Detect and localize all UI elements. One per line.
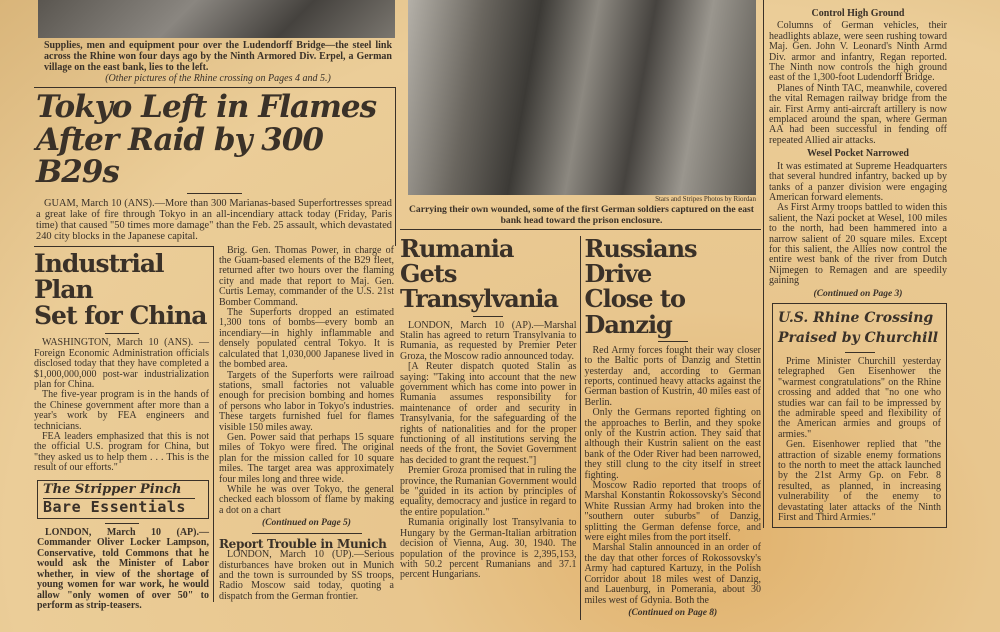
photo-credit: Stars and Stripes Photos by Riordan	[655, 195, 756, 203]
paragraph: Moscow Radio reported that troops of Marshal Konstantin Rokossovsky's Second White Russian Army had broken into the "southern outer suburbs" of Danzig, splitting the German defense force, and were eight miles from the port itself.	[584, 480, 761, 544]
paragraph: The Superforts dropped an estimated 1,300 tons of bombs—every bomb an incendiary—in highly inflammable and densely populated central Tokyo. It is calculated that 1,030,000 Japanese lived in the bombed area.	[219, 307, 394, 371]
headline-line: Praised by Churchill	[778, 329, 939, 346]
divider	[845, 352, 875, 353]
stripper-body	[34, 528, 209, 611]
headline-line: Transylvania	[400, 284, 558, 314]
stripper-box	[37, 480, 209, 519]
paragraph: GUAM, March 10 (ANS).—More than 300 Marianas-based Superfortresses spread a great lake of fire through Tokyo in an all-incendiary attack today (Friday, Paris time) that caused "50 times more damage" than the Feb. 25 assault, which devastated 240 city blocks in the Japanese capital.	[36, 197, 392, 242]
tokyo-lead	[36, 198, 392, 246]
paragraph: Planes of Ninth TAC, meanwhile, covered the vital Remagen railway bridge from the air. First Army anti-aircraft artillery is now emplaced around the span, where German AA had been successful in fending off repeated Allied air attacks.	[769, 82, 947, 146]
paragraph: It was estimated at Supreme Headquarters that several hundred infantry, backed up by tanks of a panzer division were engaging American forward elements.	[769, 160, 947, 203]
rhine-continued-link[interactable]: (Continued on Page 3)	[813, 288, 903, 299]
paragraph: Marshal Stalin announced in an order of the day that other forces of Rokossovsky's Army had captured Kartuzy, in the Polish Corridor about 18 miles west of Danzig, and Lauenburg, in Pomerania, about 30 miles west of Gdynia. Both the	[584, 542, 761, 606]
churchill-body	[778, 357, 941, 524]
caption-note: (Other pictures of the Rhine crossing on Pages 4 and 5.)	[105, 73, 331, 84]
left-columns	[34, 246, 396, 612]
headline-line: Rumania Gets	[400, 234, 514, 289]
paragraph: Premier Groza promised that in ruling the province, the Rumanian Government would be "guided in its action by principles of equality, democracy and justice in regard to the entire population."	[400, 465, 577, 518]
paragraph: Red Army forces fought their way closer to the Baltic ports of Danzig and Stettin yesterday and, according to German reports, continued heavy attacks against the German bastion of Kustrin, 40 miles east of Berlin.	[584, 344, 761, 408]
headline-line: Russians Drive	[584, 234, 697, 289]
paragraph: [A Reuter dispatch quoted Stalin as saying: "Taking into account that the new government which has come into power in Rumania assumes responsibility for maintenance of order and security in Transylvania, for the safeguarding of the rights of nationalities and for the proper functioning of all institutions serving the needs of the front, the Soviet Government has decided to grant the request."]	[400, 361, 577, 466]
stripper-headline: Bare Essentials	[43, 498, 186, 517]
china-body	[34, 338, 209, 473]
divider	[187, 193, 242, 194]
paragraph: Rumania originally lost Transylvania to Hungary by the German-Italian arbitration decision of Vienna, Aug. 30, 1940. The population of the province is 2,395,153, with 50.2 percent Rumanians and 37.1 percent Hungarians.	[400, 517, 577, 581]
rumania-column	[400, 236, 580, 581]
caption-text: Supplies, men and equipment pour over the Ludendorff Bridge—the steel link across the Rhine won four days ago by the Ninth Armored Div. Erpel, a German village on the east bank, lies to the left.	[44, 40, 392, 73]
paragraph: Only the Germans reported fighting on the approaches to Berlin, and they spoke only of the Kustrin action. They said that although their Kustrin salient on the east bank of the Oder River had been narrowed, they still clung to the city itself in street fighting.	[584, 407, 761, 481]
paragraph: FEA leaders emphasized that this is not the official U.S. program for China, but "they asked us to help them . . . This is the result of our efforts."	[34, 431, 209, 474]
danzig-column	[580, 236, 762, 620]
middle-columns	[400, 229, 761, 620]
tokyo-headline	[36, 91, 392, 189]
headline-line: U.S. Rhine Crossing	[778, 309, 934, 326]
paragraph: As First Army troops battled to widen this salient, the Nazi pocket at Wesel, 100 miles to the north, had been hammered into a narrow salient of 20 square miles. Except for this salient, the Allies now control the entire west bank of the river from Dutch Nijmegen to Remagen and are speedily gaining	[769, 202, 947, 287]
divider	[105, 523, 139, 524]
prisoners-photo	[408, 0, 756, 195]
prisoners-photo-caption: Carrying their own wounded, some of the first German soldiers captured on the east bank head toward the prison enclosure.	[408, 204, 754, 226]
munich-headline: Report Trouble in Munich	[219, 536, 387, 551]
munich-article	[219, 538, 394, 603]
paragraph: While he was over Tokyo, the general checked each blossom of flame by making a dot on a chart	[219, 483, 394, 516]
rumania-body	[400, 321, 577, 581]
bridge-photo-caption	[44, 40, 392, 84]
rhine-article	[769, 0, 947, 299]
paragraph: Brig. Gen. Thomas Power, in charge of the Guam-based elements of the B29 fleet, returned after two hours over the flaming city and made that report to Maj. Gen. Curtis Lemay, commander of the U.S. 21st Bomber Command.	[219, 244, 394, 308]
paragraph: LONDON, March 10 (AP).—Commander Oliver Locker Lampson, Conservative, told Commons that he would ask the Minister of Labor whether, in view of the shortage of young women for war work, he would allow "only women of over 50" to perform as strip-teasers.	[37, 527, 209, 611]
paragraph: LONDON, March 10 (AP).—Marshal Stalin has agreed to return Transylvania to Rumania, as requested by Premier Peter Groza, the Moscow radio announced today.	[400, 319, 577, 362]
rumania-headline	[400, 236, 577, 312]
paragraph: Gen. Eisenhower replied that "the attraction of sizable enemy formations to the north to meet the attack launched by the 21st Army Gp. on Febr. 8 resulted, as planned, in increasing vulnerability of the enemy to devastating later attacks of the Ninth First and Third Armies."	[778, 439, 941, 524]
danzig-headline	[585, 236, 762, 337]
paragraph: Columns of German vehicles, their headlights ablaze, were seen rushing toward Maj. Gen. John V. Leonard's Ninth Armd Div. armor and infantry, Regan reported. The Ninth now controls the high ground east of the 1,300-foot Ludendorff Bridge.	[769, 20, 947, 84]
headline-line: After Raid by 300 B29s	[36, 121, 324, 191]
paragraph: Targets of the Superforts were railroad stations, small factories not valuable enough for precision bombing and homes of persons who labor in Tokyo's industries. These targets furnished fuel for flames visible 150 miles away.	[219, 369, 394, 433]
tokyo-header	[34, 87, 396, 246]
tokyo-body	[219, 246, 394, 529]
divider	[473, 316, 503, 317]
churchill-box	[772, 303, 947, 529]
subhead: Wesel Pocket Narrowed	[806, 148, 909, 160]
paragraph: Gen. Power said that perhaps 15 square miles of Tokyo were fired. The original plan for the mission called for 10 square miles. The target area was approximately four miles long and three wide.	[219, 431, 394, 485]
tokyo-continued-link[interactable]: (Continued on Page 5)	[262, 518, 351, 529]
china-headline	[34, 248, 209, 331]
headline-line: Set for China	[34, 301, 207, 331]
danzig-body	[585, 346, 762, 619]
headline-line: Close to Danzig	[584, 284, 685, 339]
bridge-photo	[38, 0, 395, 38]
divider	[658, 341, 688, 342]
paragraph: WASHINGTON, March 10 (ANS). —Foreign Economic Administration officials disclosed today that they have completed a $1,000,000,000 post-war industrialization plan for China.	[34, 337, 209, 391]
headline-line: Tokyo Left in Flames	[36, 89, 377, 125]
china-column	[34, 246, 213, 612]
left-region	[34, 0, 396, 611]
middle-region	[400, 0, 761, 620]
divider	[105, 333, 139, 334]
headline-line: Industrial Plan	[34, 248, 164, 304]
subhead: Control High Ground	[811, 8, 905, 19]
paragraph: Prime Minister Churchill yesterday telegraphed Gen Eisenhower the "warmest congratulations" on the Rhine crossing and added that "no one who studies war can fail to be impressed by the admirable speed and flexibility of the American armies and groups of armies."	[778, 355, 941, 440]
stripper-kicker: The Stripper Pinch	[43, 481, 182, 497]
tokyo-column	[213, 246, 396, 603]
right-region	[763, 0, 947, 528]
divider	[252, 533, 362, 534]
churchill-headline	[778, 308, 941, 348]
paragraph: The five-year program is in the hands of the Chinese government after more than a year's work by FEA engineers and technicians.	[34, 389, 209, 432]
danzig-continued-link[interactable]: (Continued on Page 8)	[628, 607, 718, 618]
munich-body: LONDON, March 10 (UP).—Serious disturbances have broken out in Munich and the town is surrounded by SS troops, Radio Moscow said today, quoting a dispatch from the German frontier.	[219, 549, 394, 602]
